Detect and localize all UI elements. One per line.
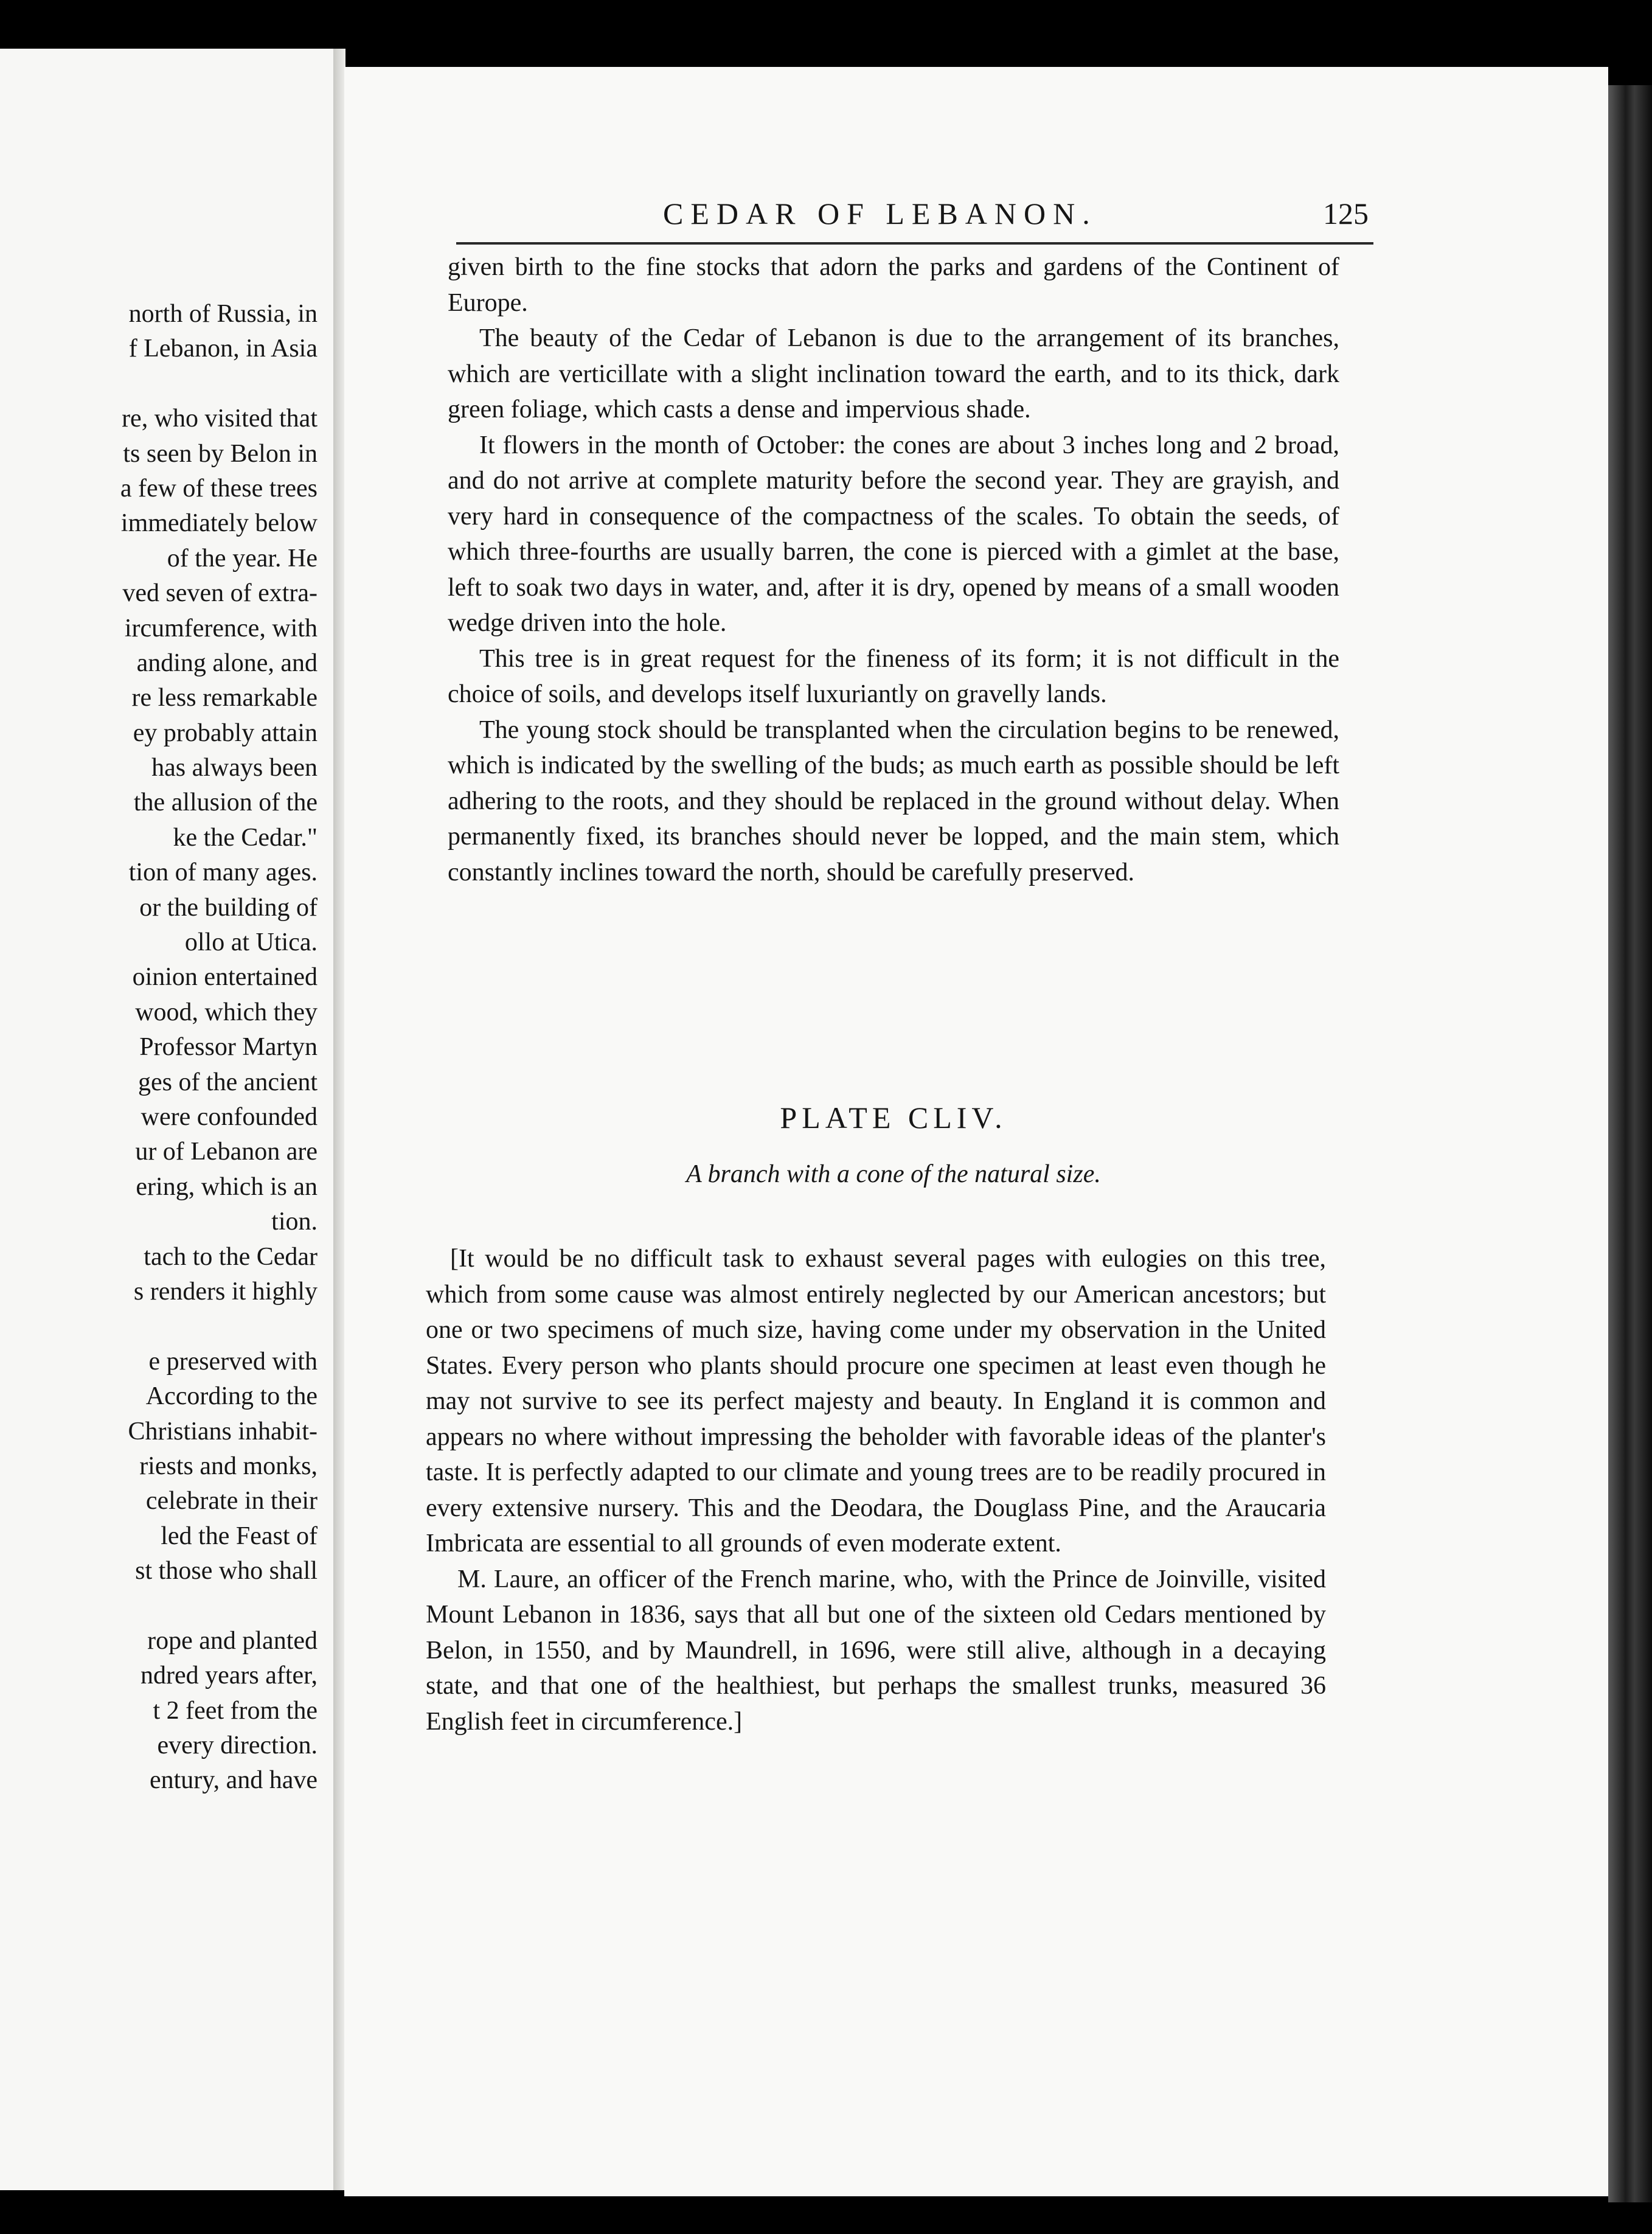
page-number: 125 [1323, 197, 1369, 231]
plate-heading: PLATE CLIV. [780, 1101, 1007, 1135]
left-line: ndred years after, [141, 1662, 318, 1690]
book-edge [1608, 85, 1652, 2202]
left-line: re, who visited that [122, 405, 318, 433]
left-line: a few of these trees [120, 474, 318, 503]
paragraph: M. Laure, an officer of the French marine, who, with the Prince de Joinville, visited Mount Lebanon in 1836, says that all but one of the sixteen old Cedars mentioned by Belon, in 1550, and by Maundrell, in 1696, were still alive, although in a decaying state, and that one of the healthiest, but perhaps the smallest trunks, measured 36 English feet in circumference.] [426, 1565, 1326, 1736]
left-line: t 2 feet from the [153, 1696, 318, 1725]
paragraph: given birth to the fine stocks that adorn the parks and gardens of the Continent of Europe. [448, 253, 1339, 317]
paragraph: [It would be no difficult task to exhaust several pages with eulogies on this tree, which from some cause was almost entirely neglected by our American ancestors; but one or two specimens of much size, having come under my observation in the United States. Every person who plants should procure one specimen at least even though he may not survive to see its perfect majesty and beauty. In England it is common and appears no where without impressing the beholder with favorable ideas of the planter's taste. It is perfectly adapted to our climate and young trees are to be readily procured in every extensive nursery. This and the Deodara, the Douglass Pine, and the Araucaria Imbricata are essential to all grounds of even moderate extent. [426, 1245, 1326, 1557]
left-line: immediately below [120, 509, 318, 538]
left-line: re less remarkable [131, 684, 318, 712]
editor-note [426, 1241, 1326, 1739]
left-line [1, 1309, 318, 1344]
plate-caption: A branch with a cone of the natural size. [686, 1160, 1101, 1188]
left-line: ey probably attain [133, 719, 318, 747]
left-line: s renders it highly [133, 1277, 318, 1306]
left-line: rope and planted [147, 1626, 318, 1655]
left-line: oinion entertained [132, 963, 318, 992]
left-line [1, 1589, 318, 1623]
left-line: Professor Martyn [139, 1033, 318, 1062]
left-line: entury, and have [150, 1766, 318, 1795]
left-line: ering, which is an [136, 1172, 318, 1201]
left-line: celebrate in their [145, 1487, 318, 1515]
left-line: tion of many ages. [128, 858, 318, 887]
left-line: led the Feast of [161, 1522, 318, 1550]
left-line: ircumference, with [124, 614, 318, 642]
running-title: CEDAR OF LEBANON. [663, 197, 1097, 231]
left-line: ollo at Utica. [184, 928, 318, 957]
left-line: ges of the ancient [137, 1068, 318, 1096]
left-line: f Lebanon, in Asia [128, 335, 318, 363]
page-gutter [333, 49, 345, 2190]
left-page-text [1, 297, 318, 1798]
left-page [0, 49, 333, 2190]
left-line: or the building of [139, 893, 318, 922]
left-line: has always been [151, 754, 318, 782]
left-line: st those who shall [135, 1557, 318, 1585]
paragraph: This tree is in great request for the fineness of its form; it is not difficult in the choice of soils, and develops itself luxuriantly on gravelly lands. [448, 644, 1339, 708]
paragraph: It flowers in the month of October: the cones are about 3 inches long and 2 broad, and do not arrive at complete maturity before the second year. They are grayish, and very hard in consequence of the compactness of the scales. To obtain the seeds, of which three-fourths are usually barren, the cone is pierced with a gimlet at the base, left to soak two days in water, and, after it is dry, opened by means of a small wooden wedge driven into the hole. [448, 431, 1339, 637]
left-line: e preserved with [148, 1347, 318, 1376]
left-line: of the year. He [167, 544, 318, 572]
header-rule [456, 242, 1373, 245]
left-line: tion. [271, 1208, 318, 1236]
running-header [663, 196, 1369, 232]
left-line: Christians inhabit- [128, 1417, 318, 1446]
left-line: riests and monks, [139, 1452, 318, 1480]
left-line [1, 367, 318, 402]
left-line: were confounded [141, 1102, 318, 1131]
left-line: According to the [145, 1382, 318, 1411]
left-line: anding alone, and [136, 649, 318, 677]
left-line: wood, which they [135, 998, 318, 1026]
paragraph: The beauty of the Cedar of Lebanon is due to the arrangement of its branches, which are verticillate with a slight inclination toward the earth, and to its thick, dark green foliage, which casts a dense and impervious shade. [448, 324, 1339, 423]
left-line: ved seven of extra- [122, 579, 318, 608]
left-line: ke the Cedar." [173, 823, 318, 852]
main-text [448, 249, 1339, 890]
left-line: the allusion of the [133, 788, 318, 817]
left-line: every direction. [157, 1731, 318, 1760]
left-line: tach to the Cedar [144, 1242, 318, 1271]
left-line: ts seen by Belon in [123, 439, 318, 468]
paragraph: The young stock should be transplanted when the circulation begins to be renewed, which is indicated by the swelling of the buds; as much earth as possible should be left adhering to the roots, and they should be replaced in the ground without delay. When permanently fixed, its branches should never be lopped, and the main stem, which constantly inclines toward the north, should be carefully preserved. [448, 715, 1339, 886]
left-line: north of Russia, in [128, 300, 318, 328]
left-line: ur of Lebanon are [135, 1138, 318, 1166]
